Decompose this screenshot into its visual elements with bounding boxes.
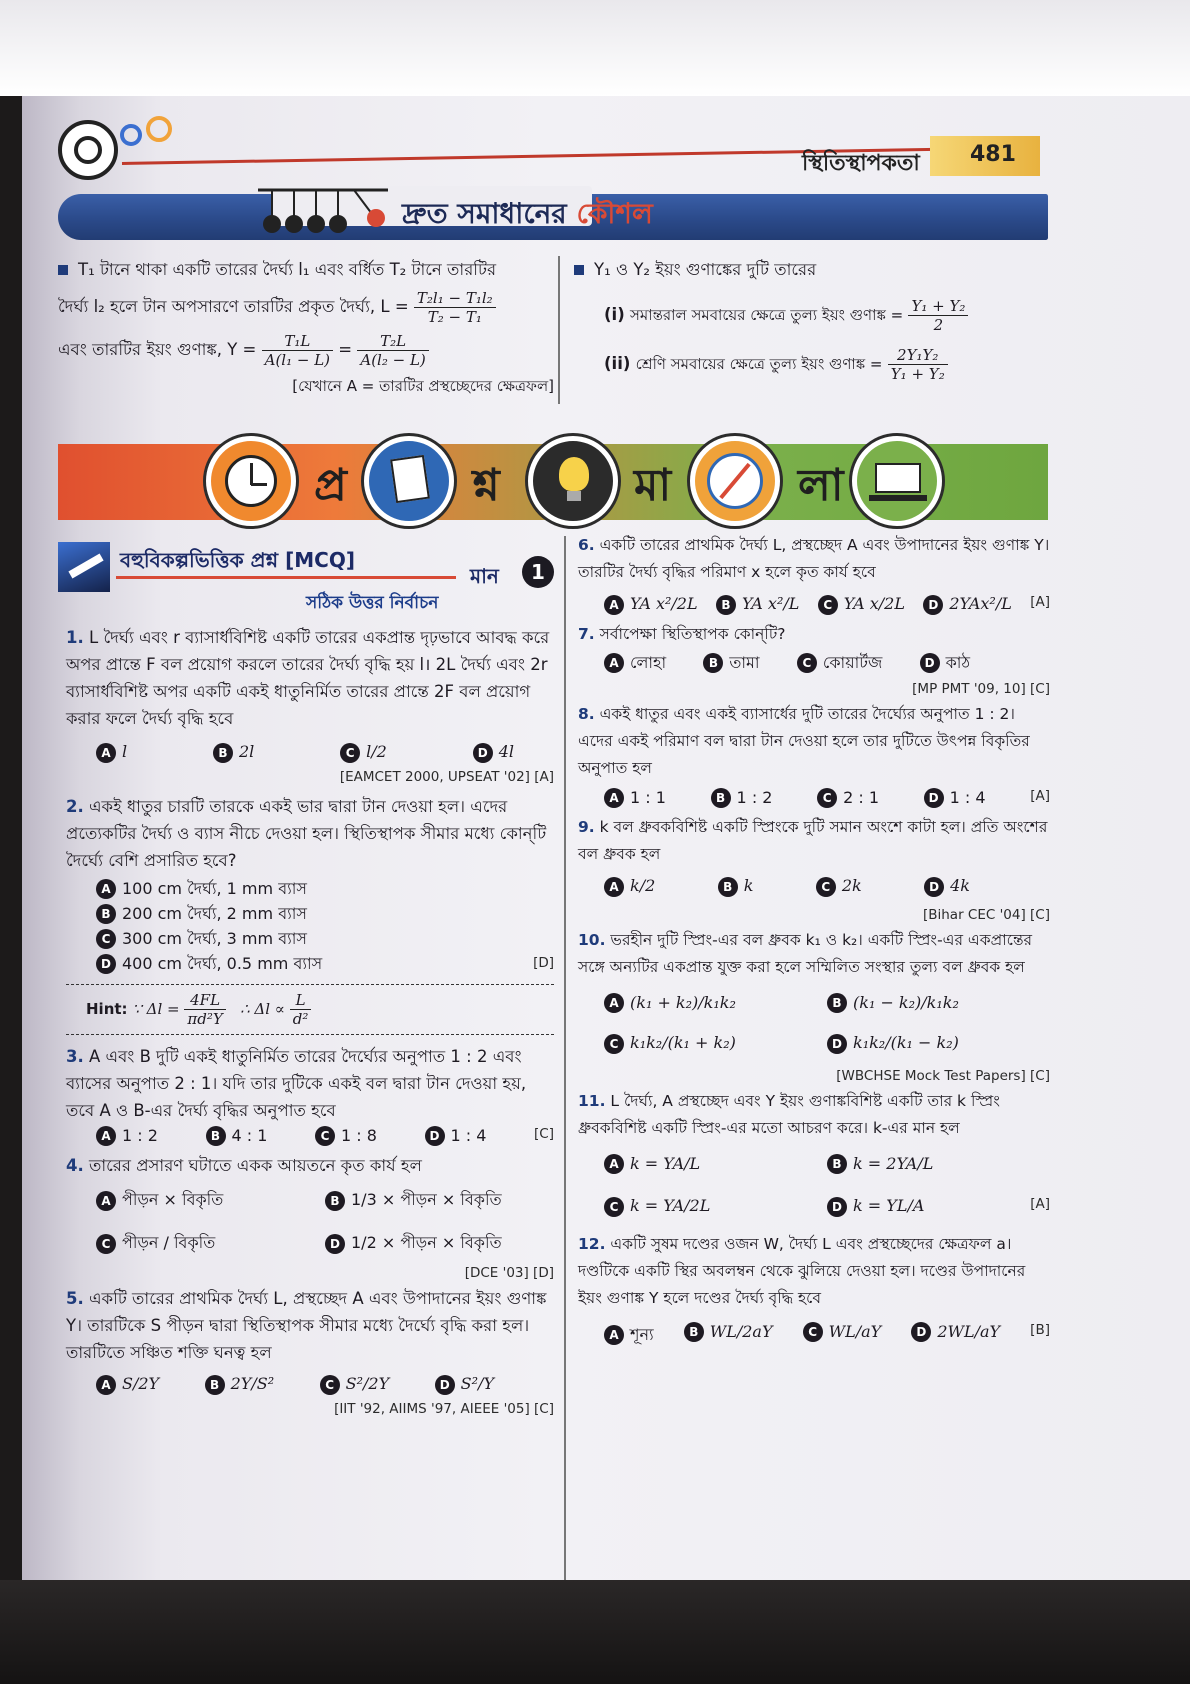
- question-text: ভরহীন দুটি স্প্রিং-এর বল ধ্রুবক k₁ ও k₂। একটি স্প্রিং-এর একপ্রান্তের সঙ্গে অন্যটির একপ্রান্ত যুক্ত করা হলে সম্মিলিত সংস্থার তুল্য বল ধ্রুবক হল: [578, 930, 1033, 976]
- banner-letter: মা: [634, 460, 672, 511]
- option-c[interactable]: C S²/2Y: [320, 1374, 390, 1395]
- option-a[interactable]: A YA x²/2L: [604, 594, 698, 615]
- question-source: [C]: [534, 1125, 554, 1142]
- question-4: 4. তারের প্রসারণ ঘটাতে একক আয়তনে কৃত কার্য হল A পীড়ন × বিকৃতি B 1/3 × পীড়ন × বিকৃতি C পীড়ন / বিকৃতি D 1/2 × পীড়ন × বিকৃতি [DCE '03] [D]: [66, 1156, 554, 1281]
- option-b[interactable]: B k = 2YA/L: [827, 1154, 1050, 1175]
- question-text: একটি সুষম দণ্ডের ওজন W, দৈর্ঘ্য L এবং প্রস্থচ্ছেদের ক্ষেত্রফল a। দণ্ডটিকে একটি স্থির অবলম্বন থেকে ঝুলিয়ে দেওয়া হল। দণ্ডের উপাদানের ইয়ং গুণাঙ্ক Y হলে দণ্ডের দৈর্ঘ্য বৃদ্ধি হবে: [578, 1234, 1026, 1307]
- trick-right-box: [574, 256, 1044, 383]
- trick-left-box: T₁ টানে থাকা একটি তারের দৈর্ঘ্য l₁ এবং বর্ধিত T₂ টানে তারটির দৈর্ঘ্য l₂ হলে টান অপসারণে তারটির প্রকৃত দৈর্ঘ্য, L = $\frac{\text{T₂l₁ − T₁l₂}}{\text{T₂ − T₁}}$ এবং তারটির ইয়ং গুণাঙ্ক, Y = $\frac{\text{T₁L}}{\text{A(l₁ − L)}}$ = $\frac{\text{T₂L}}{\text{A(l₂ − L)}}$ [যেখানে A = তারটির প্রস্থচ্ছেদের ক্ষেত্রফল]: [58, 256, 554, 400]
- option-d[interactable]: D 400 cm দৈর্ঘ্য, 0.5 mm ব্যাস [D]: [96, 951, 554, 976]
- question-source: [WBCHSE Mock Test Papers] [C]: [836, 1067, 1050, 1084]
- chapter-title: স্থিতিস্থাপকতা: [802, 151, 920, 176]
- option-b[interactable]: B k: [718, 876, 754, 897]
- question-text: L দৈর্ঘ্য এবং r ব্যাসার্ধবিশিষ্ট একটি তারের একপ্রান্ত দৃঢ়ভাবে আবদ্ধ করে অপর প্রান্তে F বল প্রয়োগ করলে তারের দৈর্ঘ্য বৃদ্ধি হয় l। 2L দৈর্ঘ্য এবং 2r ব্যাসার্ধবিশিষ্ট অপর একটি একই ধাতুনির্মিত তারের প্রান্তে 2F বল প্রয়োগ করার ফলে দৈর্ঘ্য বৃদ্ধি হবে: [66, 628, 550, 728]
- question-1: 1. L দৈর্ঘ্য এবং r ব্যাসার্ধবিশিষ্ট একটি তারের একপ্রান্ত দৃঢ়ভাবে আবদ্ধ করে অপর প্রান্তে F বল প্রয়োগ করলে তারের দৈর্ঘ্য বৃদ্ধি হয় l। 2L দৈর্ঘ্য এবং 2r ব্যাসার্ধবিশিষ্ট অপর একটি একই ধাতুনির্মিত তারের প্রান্তে 2F বল প্রয়োগ করার ফলে দৈর্ঘ্য বৃদ্ধি হবে A l B 2l C l/2 D 4l [EAMCET 2000, UPSEAT '02] [A]: [66, 628, 554, 785]
- question-2: 2. একই ধাতুর চারটি তারকে একই ভার দ্বারা টান দেওয়া হল। এদের প্রত্যেকটির দৈর্ঘ্য ও ব্যাস নীচে দেওয়া হল। স্থিতিস্থাপক সীমার মধ্যে কোন্‌টি দৈর্ঘ্যে বেশি প্রসারিত হবে? A 100 cm দৈর্ঘ্য, 1 mm ব্যাস B 200 cm দৈর্ঘ্য, 2 mm ব্যাস C 300 cm দৈর্ঘ্য, 3 mm ব্যাস D 400 cm দৈর্ঘ্য, 0.5 mm ব্যাস [D] Hint: ∵ Δl = $\frac{4FL}{\text{πd²Y}}$ ∴ Δl ∝ $\frac{L}{\text{d²}}$: [66, 793, 554, 1035]
- question-source: [IIT '92, AIIMS '97, AIEEE '05] [C]: [334, 1400, 554, 1417]
- page-number: 481: [930, 136, 1040, 176]
- option-c[interactable]: C কোয়ার্টজ: [797, 650, 882, 677]
- gear-icon: [120, 124, 142, 146]
- hint-label: Hint:: [86, 999, 128, 1018]
- question-12: 12. একটি সুষম দণ্ডের ওজন W, দৈর্ঘ্য L এবং প্রস্থচ্ছেদের ক্ষেত্রফল a। দণ্ডটিকে একটি স্থির অবলম্বন থেকে ঝুলিয়ে দেওয়া হল। দণ্ডের উপাদানের ইয়ং গুণাঙ্ক Y হলে দণ্ডের দৈর্ঘ্য বৃদ্ধি হবে A শূন্য B WL/2aY C WL/aY D 2WL/aY [B]: [578, 1231, 1050, 1349]
- question-text: একই ধাতুর চারটি তারকে একই ভার দ্বারা টান দেওয়া হল। এদের প্রত্যেকটির দৈর্ঘ্য ও ব্যাস নীচে দেওয়া হল। স্থিতিস্থাপক সীমার মধ্যে কোন্‌টি দৈর্ঘ্যে বেশি প্রসারিত হবে?: [66, 796, 547, 870]
- option-a[interactable]: A S/2Y: [96, 1374, 159, 1395]
- clock-icon: [206, 436, 296, 526]
- question-source: [D]: [533, 954, 554, 971]
- banner-letter: লা: [798, 460, 844, 511]
- question-text: L দৈর্ঘ্য, A প্রস্থচ্ছেদ এবং Y ইয়ং গুণাঙ্কবিশিষ্ট একটি তার k স্প্রিং ধ্রুবকবিশিষ্ট একটি স্প্রিং-এর মতো আচরণ করে। k-এর মান হল: [578, 1091, 1000, 1137]
- question-11: 11. L দৈর্ঘ্য, A প্রস্থচ্ছেদ এবং Y ইয়ং গুণাঙ্কবিশিষ্ট একটি তার k স্প্রিং ধ্রুবকবিশিষ্ট একটি স্প্রিং-এর মতো আচরণ করে। k-এর মান হল A k = YA/L B k = 2YA/L C k = YA/2L D k = YL/A [A]: [578, 1091, 1050, 1215]
- question-source: [A]: [1030, 594, 1050, 610]
- right-question-column: [578, 532, 1050, 1349]
- head-gear-logo-icon: [58, 120, 118, 180]
- option-a[interactable]: A 1 : 2: [96, 1126, 158, 1147]
- question-source: [MP PMT '09, 10] [C]: [912, 680, 1050, 697]
- option-c[interactable]: C WL/aY: [803, 1322, 882, 1349]
- trick-right-i-text: সমান্তরাল সমবায়ের ক্ষেত্রে তুল্য ইয়ং গুণাঙ্ক =: [630, 306, 904, 324]
- section-title: বহুবিকল্পভিত্তিক প্রশ্ন [MCQ]: [120, 548, 355, 572]
- trick-left-line3: এবং তারটির ইয়ং গুণাঙ্ক, Y =: [58, 340, 257, 359]
- option-d[interactable]: D 4k: [924, 876, 970, 897]
- trick-right-ii-label: (ii): [604, 354, 631, 373]
- trick-column-divider: [558, 256, 560, 404]
- question-source: [Bihar CEC '04] [C]: [922, 906, 1050, 923]
- compass-icon: [690, 436, 780, 526]
- fraction: $\frac{\text{T₂L}}{\text{A(l₂ − L)}}$: [357, 332, 428, 369]
- option-a[interactable]: A লোহা: [604, 650, 666, 677]
- laptop-icon: [852, 436, 942, 526]
- bullet-square-icon: [574, 265, 584, 275]
- option-d[interactable]: D 2WL/aY: [911, 1322, 1000, 1349]
- trick-title-accent: কৌশল: [576, 197, 653, 230]
- question-5: 5. একটি তারের প্রাথমিক দৈর্ঘ্য L, প্রস্থচ্ছেদ A এবং উপাদানের ইয়ং গুণাঙ্ক Y। তারটিকে S পীড়ন দ্বারা স্থিতিস্থাপক সীমার মধ্যে দৈর্ঘ্যে বৃদ্ধি করা হল। তারটিতে সঞ্চিত শক্তি ঘনত্ব হল A S/2Y B 2Y/S² C S²/2Y D S²/Y [IIT '92, AIIMS '97, AIEEE '05] [C]: [66, 1289, 554, 1417]
- question-10: 10. ভরহীন দুটি স্প্রিং-এর বল ধ্রুবক k₁ ও k₂। একটি স্প্রিং-এর একপ্রান্তের সঙ্গে অন্যটির একপ্রান্ত যুক্ত করা হলে সম্মিলিত সংস্থার তুল্য বল ধ্রুবক হল A (k₁ + k₂)/k₁k₂ B (k₁ − k₂)/k₁k₂ C k₁k₂/(k₁ + k₂) D k₁k₂/(k₁ − k₂) [WBCHSE Mock Test Papers] [C]: [578, 930, 1050, 1084]
- question-6: 6. একটি তারের প্রাথমিক দৈর্ঘ্য L, প্রস্থচ্ছেদ A এবং উপাদানের ইয়ং গুণাঙ্ক Y। তারটির দৈর্ঘ্য বৃদ্ধির পরিমাণ x হলে কৃত কার্য হবে A YA x²/2L B YA x²/L C YA x/2L D 2YAx²/L [A]: [578, 536, 1050, 613]
- option-c[interactable]: C k₁k₂/(k₁ + k₂): [604, 1033, 827, 1054]
- column-divider: [564, 536, 566, 1580]
- section-subtitle: সঠিক উত্তর নির্বাচন: [306, 593, 439, 613]
- telescope-icon: [58, 542, 110, 592]
- fraction: $\frac{\text{T₁L}}{\text{A(l₁ − L)}}$: [262, 332, 333, 369]
- fraction: $\frac{L}{\text{d²}}$: [290, 991, 312, 1028]
- option-b[interactable]: B তামা: [703, 650, 759, 677]
- option-c[interactable]: C 300 cm দৈর্ঘ্য, 3 mm ব্যাস: [96, 926, 554, 951]
- pendulum-icon: [258, 188, 388, 238]
- question-3: 3. A এবং B দুটি একই ধাতুনির্মিত তারের দৈর্ঘ্যের অনুপাত 1 : 2 এবং ব্যাসের অনুপাত 2 : 1। যদি তার দুটিকে একই বল দ্বারা টান দেওয়া হয়, তবে A ও B-এর দৈর্ঘ্য বৃদ্ধির অনুপাত হবে A 1 : 2 B 4 : 1 C 1 : 8 D 1 : 4 [C]: [66, 1046, 554, 1145]
- option-a[interactable]: A (k₁ + k₂)/k₁k₂: [604, 993, 827, 1014]
- option-b[interactable]: B 200 cm দৈর্ঘ্য, 2 mm ব্যাস: [96, 901, 554, 926]
- question-8: 8. একই ধাতুর এবং একই ব্যাসার্ধের দুটি তারের দৈর্ঘ্যের অনুপাত 1 : 2। এদের একই পরিমাণ বল দ্বারা টান দেওয়া হলে তার দুটিতে উৎপন্ন বিকৃতির অনুপাত হল A 1 : 1 B 1 : 2 C 2 : 1 D 1 : 4 [A]: [578, 704, 1050, 807]
- option-a[interactable]: A শূন্য: [604, 1322, 654, 1349]
- option-a[interactable]: A k = YA/L: [604, 1154, 827, 1175]
- section-underline: [116, 576, 456, 579]
- option-b[interactable]: B 2Y/S²: [205, 1374, 275, 1395]
- option-d[interactable]: D 1 : 4: [425, 1126, 487, 1147]
- option-c[interactable]: C 2k: [816, 876, 862, 897]
- lightbulb-icon: [528, 436, 618, 526]
- question-source: [DCE '03] [D]: [464, 1265, 554, 1281]
- option-d[interactable]: D 4l: [473, 742, 514, 763]
- question-source: [B]: [1030, 1321, 1050, 1338]
- question-text: একই ধাতুর এবং একই ব্যাসার্ধের দুটি তারের দৈর্ঘ্যের অনুপাত 1 : 2। এদের একই পরিমাণ বল দ্বারা টান দেওয়া হলে তার দুটিতে উৎপন্ন বিকৃতির অনুপাত হল: [578, 704, 1030, 777]
- trick-title: [402, 192, 653, 239]
- option-d[interactable]: D 1 : 4: [924, 788, 986, 809]
- fraction: $\frac{4FL}{\text{πd²Y}}$: [184, 991, 225, 1028]
- option-c[interactable]: C YA x/2L: [818, 594, 905, 615]
- option-b[interactable]: B 1 : 2: [711, 788, 773, 809]
- page-top-margin: [0, 0, 1190, 96]
- question-source: [EAMCET 2000, UPSEAT '02] [A]: [339, 768, 554, 785]
- question-text: তারের প্রসারণ ঘটাতে একক আয়তনে কৃত কার্য হল: [89, 1156, 422, 1175]
- option-b[interactable]: B (k₁ − k₂)/k₁k₂: [827, 993, 1050, 1014]
- fraction: $\frac{\text{T₂l₁ − T₁l₂}}{\text{T₂ − T₁}}$: [414, 289, 496, 326]
- gear-icon: [146, 116, 172, 142]
- option-b[interactable]: B 4 : 1: [206, 1126, 268, 1147]
- option-a[interactable]: A l: [96, 742, 127, 763]
- fraction: $\frac{\text{Y₁ + Y₂}}{2}$: [908, 297, 968, 334]
- question-text: k বল ধ্রুবকবিশিষ্ট একটি স্প্রিংকে দুটি সমান অংশে কাটা হল। প্রতি অংশের বল ধ্রুবক হল: [578, 818, 1048, 863]
- option-a[interactable]: A k/2: [604, 876, 655, 897]
- option-d[interactable]: D 2YAx²/L: [923, 594, 1012, 615]
- hint-box: Hint: ∵ Δl = $\frac{4FL}{\text{πd²Y}}$ ∴ Δl ∝ $\frac{L}{\text{d²}}$: [66, 984, 554, 1035]
- question-text: একটি তারের প্রাথমিক দৈর্ঘ্য L, প্রস্থচ্ছেদ A এবং উপাদানের ইয়ং গুণাঙ্ক Y। তারটিকে S পীড়ন দ্বারা স্থিতিস্থাপক সীমার মধ্যে দৈর্ঘ্যে বৃদ্ধি করা হল। তারটিতে সঞ্চিত শক্তি ঘনত্ব হল: [66, 1289, 547, 1362]
- notepad-icon: [364, 436, 454, 526]
- marks-value: 1: [522, 556, 554, 588]
- question-9: 9. k বল ধ্রুবকবিশিষ্ট একটি স্প্রিংকে দুটি সমান অংশে কাটা হল। প্রতি অংশের বল ধ্রুবক হল A k/2 B k C 2k D 4k [Bihar CEC '04] [C]: [578, 818, 1050, 923]
- option-d[interactable]: D k = YL/A [A]: [827, 1196, 1050, 1217]
- option-a[interactable]: A পীড়ন × বিকৃতি: [96, 1187, 325, 1214]
- question-7: 7. সর্বাপেক্ষা স্থিতিস্থাপক কোন্‌টি? A লোহা B তামা C কোয়ার্টজ D কাঠ [MP PMT '09, 10] [C]: [578, 624, 1050, 697]
- bullet-square-icon: [58, 265, 68, 275]
- option-c[interactable]: C 1 : 8: [315, 1126, 377, 1147]
- banner-letter: শ্ন: [472, 460, 500, 511]
- trick-title-main: দ্রুত সমাধানের: [402, 197, 567, 230]
- option-d[interactable]: D k₁k₂/(k₁ − k₂): [827, 1033, 1050, 1054]
- trick-left-line2: দৈর্ঘ্য l₂ হলে টান অপসারণে তারটির প্রকৃত দৈর্ঘ্য, L =: [58, 297, 409, 316]
- option-c[interactable]: C পীড়ন / বিকৃতি: [96, 1230, 325, 1257]
- question-source: [A]: [1030, 787, 1050, 804]
- option-b[interactable]: B WL/2aY: [684, 1322, 773, 1349]
- trick-left-line1: T₁ টানে থাকা একটি তারের দৈর্ঘ্য l₁ এবং বর্ধিত T₂ টানে তারটির: [78, 260, 497, 279]
- option-a[interactable]: A 1 : 1: [604, 788, 666, 809]
- page-bottom-shadow: [0, 1580, 1190, 1684]
- option-a[interactable]: A 100 cm দৈর্ঘ্য, 1 mm ব্যাস: [96, 876, 554, 901]
- option-c[interactable]: C 2 : 1: [817, 788, 879, 809]
- marks-label: মান: [470, 564, 499, 588]
- option-c[interactable]: C k = YA/2L: [604, 1196, 827, 1217]
- question-text: সর্বাপেক্ষা স্থিতিস্থাপক কোন্‌টি?: [599, 624, 786, 643]
- trick-right-i-label: (i): [604, 305, 625, 324]
- question-source: [A]: [1030, 1196, 1050, 1212]
- option-c[interactable]: C l/2: [340, 742, 387, 763]
- option-b[interactable]: B 1/3 × পীড়ন × বিকৃতি: [325, 1187, 554, 1214]
- question-text: একটি তারের প্রাথমিক দৈর্ঘ্য L, প্রস্থচ্ছেদ A এবং উপাদানের ইয়ং গুণাঙ্ক Y। তারটির দৈর্ঘ্য বৃদ্ধির পরিমাণ x হলে কৃত কার্য হবে: [578, 536, 1050, 581]
- trick-left-note: [যেখানে A = তারটির প্রস্থচ্ছেদের ক্ষেত্রফল]: [292, 377, 554, 395]
- option-d[interactable]: D 1/2 × পীড়ন × বিকৃতি: [325, 1230, 554, 1257]
- option-b[interactable]: B YA x²/L: [716, 594, 799, 615]
- fraction: $\frac{\text{2Y₁Y₂}}{\text{Y₁ + Y₂}}$: [888, 346, 948, 383]
- trick-right-ii-text: শ্রেণি সমবায়ের ক্ষেত্রে তুল্য ইয়ং গুণাঙ্ক =: [635, 355, 883, 373]
- left-question-column: [66, 624, 554, 1417]
- book-page: [22, 96, 1190, 1580]
- banner-letter: প্র: [314, 460, 347, 511]
- option-b[interactable]: B 2l: [213, 742, 254, 763]
- option-d[interactable]: D কাঠ: [920, 650, 970, 677]
- question-text: A এবং B দুটি একই ধাতুনির্মিত তারের দৈর্ঘ্যের অনুপাত 1 : 2 এবং ব্যাসের অনুপাত 2 : 1। যদি তার দুটিকে একই বল দ্বারা টান দেওয়া হয়, তবে A ও B-এর দৈর্ঘ্য বৃদ্ধির অনুপাত হবে: [66, 1046, 527, 1120]
- option-d[interactable]: D S²/Y: [435, 1374, 494, 1395]
- trick-right-line1: Y₁ ও Y₂ ইয়ং গুণাঙ্কের দুটি তারের: [594, 260, 817, 279]
